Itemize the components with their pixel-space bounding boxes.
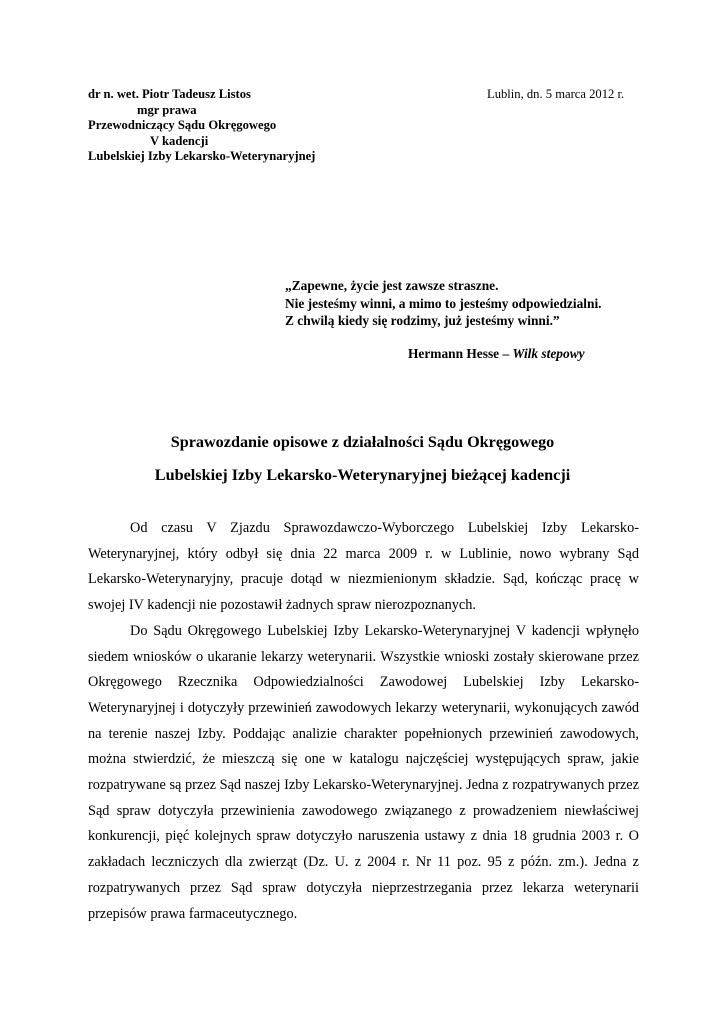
motto-line: „Zapewne, życie jest zawsze straszne. bbox=[285, 278, 499, 293]
report-title-line-1: Sprawozdanie opisowe z działalności Sądu Okręgowego bbox=[170, 433, 555, 451]
motto-line: Nie jesteśmy winni, a mimo to jesteśmy odpowiedzialni. bbox=[285, 295, 602, 311]
body-paragraph: Od czasu V Zjazdu Sprawozdawczo-Wyborczego Lubelskiej Izby Lekarsko-Weterynaryjnej, który odbył się dnia 22 marca 2009 r. w Lublinie, nowo wybrany Sąd Lekarsko-Weterynaryjny, pracuje dotąd w niezmienionym składzie. Sąd, kończąc pracę w swojej IV kadencji nie pozostawił żadnych spraw nierozpoznanych. bbox=[88, 520, 639, 614]
motto-attribution bbox=[408, 346, 585, 362]
sender-name: dr n. wet. Piotr Tadeusz Listos bbox=[88, 87, 251, 101]
sender-block bbox=[88, 87, 315, 165]
motto-line: Z chwilą kiedy się rodzimy, już jesteśmy winni.” bbox=[285, 313, 560, 328]
report-title-line-2: Lubelskiej Izby Lekarsko-Weterynaryjnej bieżącej kadencji bbox=[154, 466, 571, 484]
motto-author: Hermann Hesse – bbox=[408, 346, 510, 361]
motto-quote bbox=[285, 277, 602, 330]
body-paragraph: Do Sądu Okręgowego Lubelskiej Izby Lekarsko-Weterynaryjnej V kadencji wpłynęło siedem wniosków o ukaranie lekarzy weterynarii. Wszystkie wnioski zostały skierowane przez Okręgowego Rzecznika Odpowiedzialności Zawodowej Lubelskiej Izby Lekarsko-Weterynaryjnej i dotyczyły przewinień zawodowych lekarzy weterynarii, wykonujących zawód na terenie naszej Izby. Poddając analizie charakter popełnionych przewinień zawodowych, można stwierdzić, że mieszczą się one w katalogu najczęściej występujących spraw, jakie rozpatrywane są przez Sąd naszej Izby Lekarsko-Weterynaryjnej. Jedna z rozpatrywanych przez Sąd spraw dotyczyła przewinienia zawodowego związanego z prowadzeniem niewłaściwej konkurencji, pięć kolejnych spraw dotyczyło naruszenia ustawy z dnia 18 grudnia 2003 r. O zakładach leczniczych dla zwierząt (Dz. U. z 2004 r. Nr 11 poz. 95 z późn. zm.). Jedna z rozpatrywanych przez Sąd spraw dotyczyła nieprzestrzegania przez lekarza weterynarii przepisów prawa farmaceutycznego. bbox=[88, 622, 639, 922]
place-date: Lublin, dn. 5 marca 2012 r. bbox=[487, 87, 625, 101]
motto-work: Wilk stepowy bbox=[512, 346, 585, 361]
sender-term: V kadencji bbox=[150, 133, 209, 148]
sender-position: Przewodniczący Sądu Okręgowego bbox=[88, 118, 277, 133]
sender-degree: mgr prawa bbox=[137, 102, 197, 117]
report-body bbox=[88, 516, 639, 927]
sender-organization: Lubelskiej Izby Lekarsko-Weterynaryjnej bbox=[88, 149, 316, 164]
